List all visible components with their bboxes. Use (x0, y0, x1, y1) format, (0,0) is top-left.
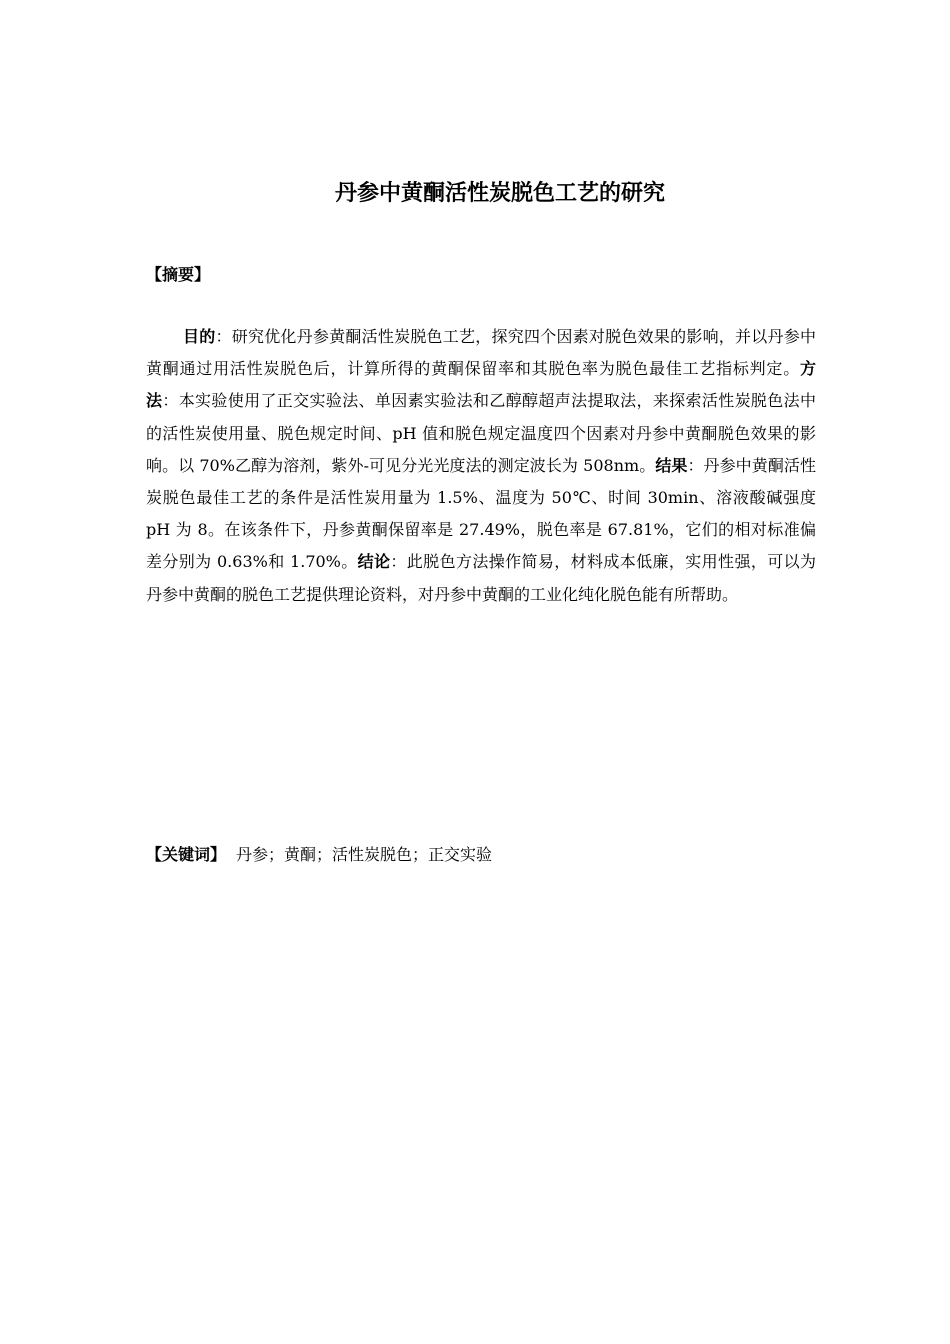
keywords-text: 丹参；黄酮；活性炭脱色；正交实验 (236, 845, 493, 864)
objective-label: 目的 (183, 327, 216, 346)
conclusion-text: ：此脱色方法操作简易，材料成本低廉，实用性强，可以为丹参中黄酮的脱色工艺提供理论资料，对丹参中黄酮的工业化纯化脱色能有所帮助。 (146, 552, 816, 604)
abstract-heading: 【摘要】 (146, 265, 211, 284)
abstract-body (146, 321, 816, 611)
abstract-paragraph (146, 321, 816, 611)
method-text: ：本实验使用了正交实验法、单因素实验法和乙醇醇超声法提取法，来探索活性炭脱色法中的活性炭使用量、脱色规定时间、pH 值和脱色规定温度四个因素对丹参中黄酮脱色效果的影响。以 70%乙醇为溶剂，紫外-可见分光光度法的测定波长为 508nm。 (146, 391, 816, 475)
keywords-label: 【关键词】 (146, 845, 227, 864)
objective-text: ：研究优化丹参黄酮活性炭脱色工艺，探究四个因素对脱色效果的影响，并以丹参中黄酮通过用活性炭脱色后，计算所得的黄酮保留率和其脱色率为脱色最佳工艺指标判定。 (146, 327, 816, 379)
keywords-line (146, 842, 492, 868)
result-text: ：丹参中黄酮活性炭脱色最佳工艺的条件是活性炭用量为 1.5%、温度为 50℃、时间 30min、溶液酸碱强度 pH 为 8。在该条件下，丹参黄酮保留率是 27.49%，脱色率是 67.81%，它们的相对标准偏差分别为 0.63%和 1.70%。 (146, 455, 816, 572)
method-label: 方法 (146, 359, 816, 411)
conclusion-label: 结论 (357, 552, 391, 572)
document-title: 丹参中黄酮活性炭脱色工艺的研究 (334, 181, 665, 206)
result-label: 结果 (655, 455, 688, 475)
